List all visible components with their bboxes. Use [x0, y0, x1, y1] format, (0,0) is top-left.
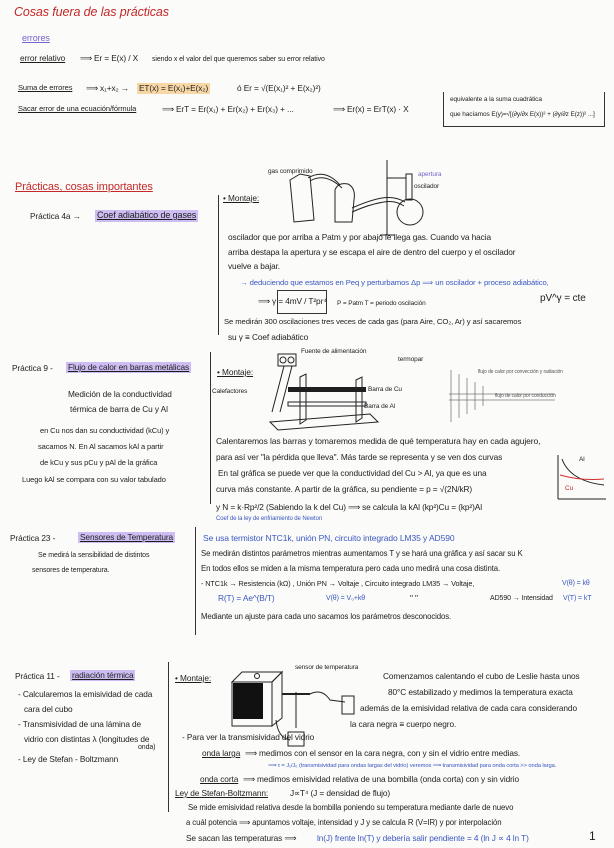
page-number: 1 [589, 829, 596, 843]
p4-topic: Coef adiabático de gases [97, 210, 197, 220]
graph-al-label: Al [579, 456, 585, 463]
suma-errores-a: ⟹ x₁+x₂ → [86, 83, 130, 93]
p11-last-a: Se sacan las temperaturas ⟹ [186, 833, 297, 843]
f-lm35: V(θ) = kθ [562, 580, 590, 587]
p4-end-line: su γ ≡ Coef adiabático [228, 332, 309, 342]
p23-left-line: sensores de temperatura. [32, 567, 110, 574]
p11-right-line: la cara negra ≡ cuerpo negro. [350, 719, 457, 729]
onda-corta-label: onda corta [200, 774, 239, 784]
p4-formula-note: P = Patm T = periodo oscilación [337, 300, 426, 307]
divider [168, 662, 169, 812]
p23-label: Práctica 23 - [10, 533, 56, 543]
page-title: Cosas fuera de las prácticas [14, 5, 169, 19]
p9-topic: Flujo de calor en barras metálicas [68, 362, 190, 372]
p4-formula: ⟹ γ = 4mV / T²pr⁴ [258, 296, 327, 306]
p11-left-line: - Transmisividad de una lámina de [18, 719, 142, 729]
p4-line: vuelve a bajar. [228, 261, 281, 271]
fig-conduccion: flujo de calor por conducción [495, 393, 556, 399]
suma-errores-label: Suma de errores [18, 83, 73, 92]
practicas-title: Prácticas, cosas importantes [15, 181, 153, 193]
p23-line: En todos ellos se miden a la misma temperatura pero cada uno medirá una cosa distinta. [201, 564, 501, 573]
label-oscilador: oscilador [414, 183, 440, 190]
p11-right-line: además de la emisividad relativa de cada cara considerando [360, 703, 577, 713]
label-gas-comprimido: gas comprimido [268, 168, 313, 175]
ecuacion-formula: ⟹ ErT = Er(x₁) + Er(x₂) + Er(x₃) + ... [162, 104, 294, 114]
p9-blue-note: Coef de la ley de enfriamiento de Newton [216, 516, 323, 522]
p9-left-line: sacamos N. En Al sacamos kAl a partir [38, 442, 164, 451]
p9-right-line: Calentaremos las barras y tomaremos medida de qué temperatura hay en cada agujero, [216, 436, 541, 446]
p11-vidrio: - Para ver la transmisividad del vidrio [182, 732, 315, 742]
bracket-line-1: equivalente a la suma cuadrática [450, 96, 542, 103]
p9-right-line: para así ver "la pérdida que lleva". Más tarde se representa y se ven dos curvas [216, 452, 503, 462]
p9-left-line: Medición de la conductividad [68, 389, 172, 399]
stefan-text: J∝T⁴ (J = densidad de flujo) [290, 788, 391, 798]
divider [210, 352, 211, 504]
p11-left-line: - Ley de Stefan - Boltzmann [18, 754, 119, 764]
p4-blue-line: → deduciendo que estamos en Peq y perturbamos Δp ⟹ un oscilador + proceso adiabático, [240, 278, 549, 287]
suma-errores-highlight: ET(x) = E(x₁)+E(x₂) [139, 83, 209, 93]
label-barra-cu: Barra de Cu [368, 386, 402, 393]
stefan-line: a cuál potencia ⟹ apuntamos voltaje, intensidad y J y se calcula R (V=IR) y por interpolación [186, 818, 502, 827]
error-relativo-formula: ⟹ Er = E(x) / X [80, 53, 139, 63]
p23-left-line: Se medirá la sensibilidad de distintos [38, 552, 150, 559]
stefan-line: Se mide emisividad relativa desde la bombilla poniendo su temperatura mediante darle de nuevo [188, 803, 514, 812]
p9-right-line: y N = k·Rp²/2 (Sabiendo la k del Cu) ⟹ se calcula la kAl (kp²)Cu = (kp²)Al [216, 502, 482, 512]
p11-left-line: vidrio con distintas λ (longitudes de [24, 734, 150, 744]
ecuacion-label: Sacar error de una ecuación/fórmula [18, 104, 137, 113]
p9-left-line: en Cu nos dan su conductividad (kCu) y [40, 426, 170, 435]
p4-line: oscilador que por arriba a Patm y por abajo le llega gas. Cuando va hacia [228, 232, 491, 242]
suma-errores-b: ó Er = √(E(x₁)² + E(x₂)²) [237, 83, 321, 93]
f-pn: V(θ) = V₀+kθ [326, 595, 366, 602]
label-barra-al: Barra de Al [364, 403, 396, 410]
error-relativo-note: siendo x el valor del que queremos saber su error relativo [152, 56, 325, 63]
p11-label: Práctica 11 - [15, 671, 60, 681]
p11-left-line: onda) [138, 744, 156, 751]
divider [218, 195, 219, 335]
p23-topic: Sensores de Temperatura [80, 532, 174, 542]
p9-left-line: Luego kAl se compara con su valor tabulado [22, 475, 166, 484]
p4-montaje: • Montaje: [223, 193, 260, 203]
p11-right-line: Comenzamos calentando el cubo de Leslie hasta unos [383, 671, 580, 681]
onda-corta-text: ⟹ medimos emisividad relativa de una bombilla (onda corta) con y sin vidrio [243, 774, 520, 784]
p9-montaje: • Montaje: [217, 367, 254, 377]
p23-line: Se medirán distintos parámetros mientras aumentamos T y se hará una gráfica y así sacar su K [201, 549, 523, 558]
ad590-label: AD590 → Intensidad [490, 595, 553, 602]
onda-larga-text: ⟹ medimos con el sensor en la cara negra, con y sin el vidrio entre medias. [245, 748, 521, 758]
p23-line: - NTC1k → Resistencia (kΩ) , Unión PN → Voltaje , Circuito integrado LM35 → Voltaje, [201, 579, 475, 588]
label-sensor: sensor de temperatura [295, 664, 359, 671]
f-ad590: V(T) = kT [563, 595, 592, 602]
p11-montaje: • Montaje: [175, 673, 212, 683]
p11-left-line: cara del cubo [24, 704, 73, 714]
p9-left-line: de kCu y sus pCu y pAl de la gráfica [40, 458, 158, 467]
p9-left-line: térmica de barra de Cu y Al [70, 404, 168, 414]
stefan-label: Ley de Stefan-Boltzmann: [175, 788, 269, 798]
p11-left-line: - Calcularemos la emisividad de cada [18, 689, 153, 699]
label-fuente: Fuente de alimentación [301, 348, 367, 355]
p9-label: Práctica 9 - [12, 363, 53, 373]
graph-cu-label: Cu [565, 485, 574, 492]
ditto-marks: " " [410, 593, 418, 603]
p4-end-line: Se medirán 300 oscilaciones tres veces de cada gas (para Aire, CO₂, Ar) y así sacaremos [224, 317, 522, 326]
p9-right-line: En tal gráfica se puede ver que la conductividad del Cu > Al, ya que es una [218, 468, 487, 478]
label-apertura: apertura [418, 171, 442, 178]
label-termopar: termopar [398, 356, 424, 363]
ecuacion-result: ⟹ Er(x) = ErT(x) · X [333, 104, 409, 114]
error-relativo-label: error relativo [20, 53, 66, 63]
fig-conveccion: flujo de calor por convección y radiación [478, 369, 563, 375]
p9-right-line: curva más constante. A partir de la gráfica, su pendiente = p = √(2N/kR) [216, 484, 473, 494]
p4-pv: pV^γ = cte [540, 293, 586, 304]
onda-larga-label: onda larga [202, 748, 241, 758]
p11-last-b: ln(J) frente ln(T) y debería salir pendiente = 4 (ln J ∝ 4 ln T) [317, 833, 529, 843]
bracket-line-2: que hacíamos E(y)=√[(∂y/∂x E(x))² + (∂y/∂z E(z))² ...] [450, 111, 595, 118]
p11-topic: radiación térmica [72, 670, 134, 680]
p23-heading: Se usa termistor NTC1k, unión PN, circuito integrado LM35 y AD590 [203, 533, 455, 543]
divider [195, 527, 196, 635]
p4-line: arriba destapa la apertura y se escapa el aire de dentro del cuerpo y el oscilador [228, 247, 516, 257]
p4-label: Práctica 4a → [30, 211, 81, 221]
section-errores: errores [22, 33, 50, 43]
heat-bars-diagram [270, 352, 380, 430]
p11-right-line: 80°C estabilizado y medimos la temperatura exacta [388, 687, 573, 697]
label-calefactores: Calefactores [212, 388, 248, 395]
f-ntc: R(T) = Ae^(B/T) [218, 593, 275, 603]
onda-larga-blue: ⟹ τ = J₁/J₀ (transmisividad para ondas largas del vidrio) veremos ⟹ transmisividad para onda corta >> onda larga. [268, 763, 557, 769]
p23-last: Mediante un ajuste para cada uno sacamos los parámetros desconocidos. [201, 612, 452, 621]
